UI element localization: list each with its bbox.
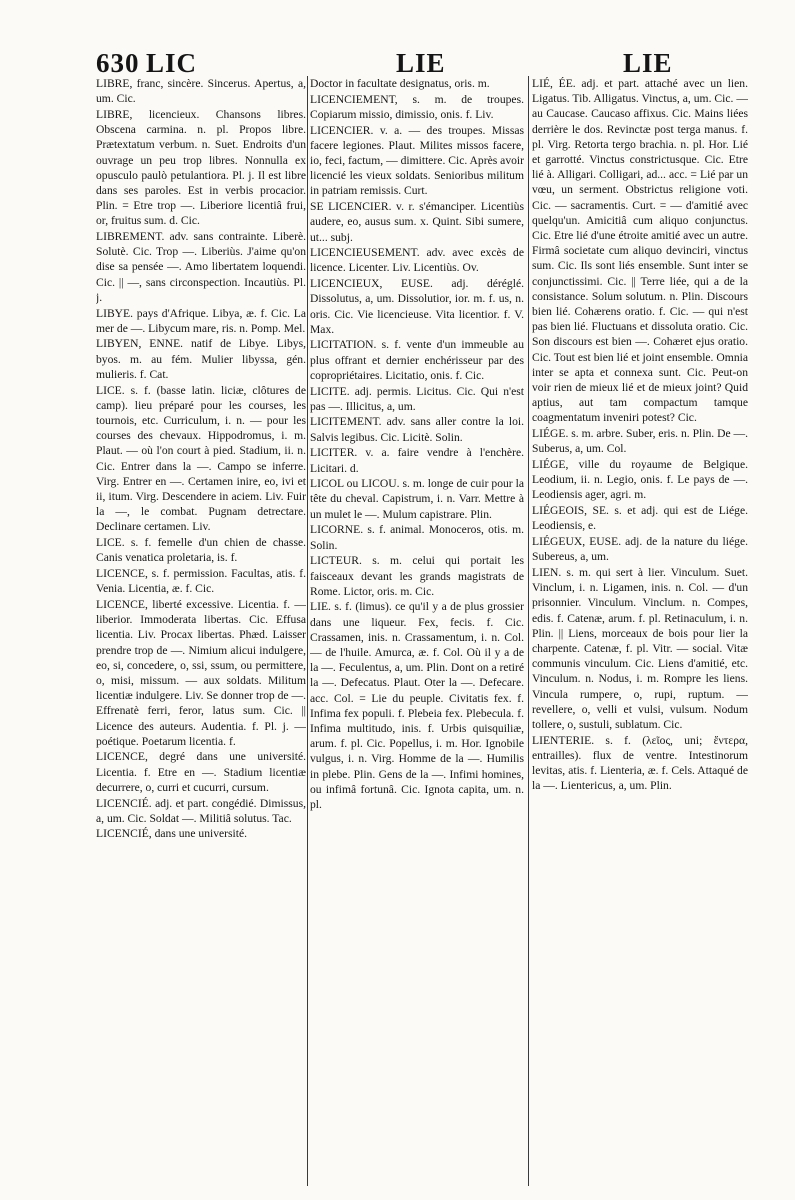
dictionary-entry: LIÉ, ÉE. adj. et part. attaché avec un lien. Ligatus. Tib. Alligatus. Vinctus, a, um. Cic. — au Caucase. Caucaso affixus. Cic. Mains liées derrière le dos. Revinctæ post terga manus. f. pl. Virg. Retorta tergo brachia. n. pl. Hor. Lié et garrotté. Vinctus constrictusque. Cic. Etre lié à. Alligari. Colligari, ad... acc. = Lié par un vœu, un serment. Obstrictus religione voti. Cic. — sacramentis. Curt. = — d'amitié avec quelqu'un. Amicitiâ cum aliquo conjunctus. Cic. Etre lié d'une étroite amitié avec un autre. Firmâ societate cum aliquo devinciri, vinctus sum. Cic. Ils sont liés ensemble. Sunt inter se conjunctissimi. Cic. || Terre liée, qui a de la consistance. Solum solutum. n. Plin. Discours bien lié. Cohærens oratio. f. Cic. — qui n'est pas bien lié. Fluctuans et dissoluta oratio. Cic. Son discours est bien —. Cohæret ejus oratio. Cic. Tout est bien lié et joint ensemble. Omnia inter se apta et connexa sunt. Cic. Peut-on voir rien de mieux lié et de mieux joint? Quid aptius, aut tam compactum tamque coagmentatum inveniri potest? Cic. [532,77,748,425]
dictionary-entry: LIBYEN, ENNE. natif de Libye. Libys, byos. m. au fém. Mulier libyssa, gén. mulieris. f. Cat. [96,337,306,381]
dictionary-entry: LICE. s. f. (basse latin. liciæ, clôtures de camp). lieu préparé pour les courses, les tournois, etc. Curriculum, i. n. — pour les courses des chevaux. Hippodromus, i. m. Plaut. — où l'on court à pied. Stadium, ii. n. Cic. Entrer dans la —. Campo se inferre. Virg. Entrer en —. Certamen inire, eo, ivi et ii, itum. Virg. Descendere in aciem. Liv. Fuir la —, le combat. Pugnam detrectare. Declinare certamen. Liv. [96,383,306,534]
dictionary-entry: LIBYE. pays d'Afrique. Libya, æ. f. Cic. La mer de —. Libycum mare, ris. n. Pomp. Mel. [96,306,306,335]
dictionary-entry: LIBREMENT. adv. sans contrainte. Liberè. Solutè. Cic. Trop —. Liberiùs. J'aime qu'on dise sa pensée —. Amo libertatem loquendi. Cic. || —, sans circonspection. Incautiùs. Pl. j. [96,230,306,304]
dictionary-entry: LIÉGE. s. m. arbre. Suber, eris. n. Plin. De —. Suberus, a, um. Col. [532,427,748,456]
column-divider [528,76,529,1186]
dictionary-entry: LIE. s. f. (limus). ce qu'il y a de plus grossier dans une liqueur. Fex, fecis. f. Cic. Crassamen, inis. n. Crassamentum, i. n. Col. — de l'huile. Amurca, æ. f. Col. Où il y a de la —. Feculentus, a, um. Plin. Dont on a retiré la —. Defecatus. Plaut. Oter la —. Defecare. acc. Col. = Lie du peuple. Civitatis fex. f. Infima fex populi. f. Plebeia fex. Plebecula. f. Infima multitudo, inis. f. Urbis quisquiliæ, arum. f. pl. Cic. Popellus, i. m. Hor. Ignobile vulgus, i. n. Virg. Homme de la —. Humilis in plebe. Plin. Gens de la —. Infimi homines, ou infimâ fortunâ. Cic. Ignota capita, um. n. pl. [310,600,524,812]
dictionary-entry: LICENCE, s. f. permission. Facultas, atis. f. Venia. Licentia, æ. f. Cic. [96,567,306,596]
dictionary-entry: LIENTERIE. s. f. (λεῖος, uni; ἔντερα, entrailles). flux de ventre. Intestinorum levitas, atis. f. Lienteria, æ. f. Cels. Attaqué de la —. Lientericus, a, um. Plin. [532,733,748,793]
dictionary-entry: LICITEMENT. adv. sans aller contre la loi. Salvis legibus. Cic. Licitè. Solin. [310,415,524,444]
dictionary-entry: LICENCIÉ. adj. et part. congédié. Dimissus, a, um. Cic. Soldat —. Militiâ solutus. Tac. [96,796,306,825]
dictionary-entry: LIÉGEUX, EUSE. adj. de la nature du liége. Subereus, a, um. [532,535,748,564]
dictionary-entry: LICENCIÉ, dans une université. [96,827,248,841]
dictionary-entry: Doctor in facultate designatus, oris. m. [310,77,490,90]
column-center [310,76,524,1186]
right-guide-word: LIE [623,48,673,78]
dictionary-entry: LICENCIER. v. a. — des troupes. Missas facere legiones. Plaut. Milites missos facere, io, feci, factum, — dimittere. Cic. Après avoir licencié les vieux soldats. Senioribus militum in patriam remissis. Curt. [310,123,524,198]
page-number: 630 [96,48,140,78]
column-left [96,76,306,1186]
dictionary-entry: LIEN. s. m. qui sert à lier. Vinculum. Suet. Vinclum, i. n. Ligamen, inis. n. Col. — d'un prisonnier. Vinculum. Vinclum. n. Compes, edis. f. Catenæ, arum. f. pl. Retinaculum, i. n. Plin. || Liens, morceaux de bois pour lier la charpente. Catenæ, f. pl. Vitr. — social. Vitæ communis vinculum. Cic. Liens d'amitié, etc. Vinculum. n. Nodus, i. m. Rompre les liens. Vincula rumpere, o, rupi, ruptum. — revellere, o, velli et vulsi, vulsum. Nodum tollere, o, sustuli, sublatum. Cic. [532,566,748,732]
dictionary-entry: SE LICENCIER. v. r. s'émanciper. Licentiùs audere, eo, ausus sum. x. Quint. Sibi sumere, ut... subj. [310,200,524,244]
dictionary-entry: LIÉGE, ville du royaume de Belgique. Leodium, ii. n. Legio, onis. f. Le pays de —. Leodiensis ager, agri. m. [532,458,748,502]
dictionary-entry: LICENCIEMENT, s. m. de troupes. Copiarum missio, dimissio, onis. f. Liv. [310,92,524,121]
dictionary-entry: LICENCE, liberté excessive. Licentia. f. — liberior. Immoderata libertas. Cic. Effusa licentia. Liv. Procax libertas. Phæd. Laisser prendre trop de —. Nimium alicui indulgere, eo, si, concedere, o, ssi, ssum, ou permittere, o, misi, missum. — aux soldats. Militum licentiæ indulgere. Liv. Se donner trop de —. Effrenatè ferri, feror, latus sum. Cic. || Licence des auteurs. Audentia. f. Pl. j. — poétique. Poetarum licentia. f. [96,597,306,748]
dictionary-entry: LICITATION. s. f. vente d'un immeuble au plus offrant et dernier enchérisseur par des copropriétaires. Licitatio, onis. f. Cic. [310,338,524,382]
dictionary-entry: LICORNE. s. f. animal. Monoceros, otis. m. Solin. [310,523,524,552]
dictionary-entry: LICE. s. f. femelle d'un chien de chasse. Canis venatica proletaria, is. f. [96,536,306,565]
dictionary-entry: LICENCE, degré dans une université. Licentia. f. Etre en —. Stadium licentiæ decurrere, o, curri et cucurri, cursum. [96,750,306,794]
dictionary-entry: LICITE. adj. permis. Licitus. Cic. Qui n'est pas —. Illicitus, a, um. [310,384,524,413]
dictionary-entry: LICOL ou LICOU. s. m. longe de cuir pour la tête du cheval. Capistrum, i. n. Varr. Mettre à un mulet le —. Mulum capistrare. Plin. [310,477,524,521]
dictionary-entry: LICENCIEUX, EUSE. adj. déréglé. Dissolutus, a, um. Dissolutior, ior. m. f. us, n. oris. Cic. Vie licencieuse. Vita licentior. f. V. Max. [310,277,524,336]
dictionary-entry: LIÉGEOIS, SE. s. et adj. qui est de Liége. Leodiensis, e. [532,504,748,533]
left-guide-word: LIC [146,48,198,78]
dictionary-entry: LICENCIEUSEMENT. adv. avec excès de licence. Licenter. Liv. Licentiùs. Ov. [310,246,524,275]
dictionary-entry: LIBRE, franc, sincère. Sincerus. Apertus, a, um. Cic. [96,77,306,106]
dictionary-entry: LICITER. v. a. faire vendre à l'enchère. Licitari. d. [310,446,524,475]
center-guide-word: LIE [396,48,446,78]
dictionary-entry: LIBRE, licencieux. Chansons libres. Obscena carmina. n. pl. Propos libre. Prætextatum verbum. n. Suet. Endroits d'un ouvrage un peu trop libres. Nonnulla ex opusculo paulò petulantiora. Pl. j. Il est libre dans ses paroles. Est in verbis procacior. Plin. = Etre trop —. Liberiore licentiâ frui, or, fruitus sum. d. Cic. [96,107,306,228]
dictionary-entry: LICTEUR. s. m. celui qui portait les faisceaux devant les grands magistrats de Rome. Lictor, oris. m. Cic. [310,554,524,598]
column-right [532,76,748,1186]
column-divider [307,76,308,1186]
